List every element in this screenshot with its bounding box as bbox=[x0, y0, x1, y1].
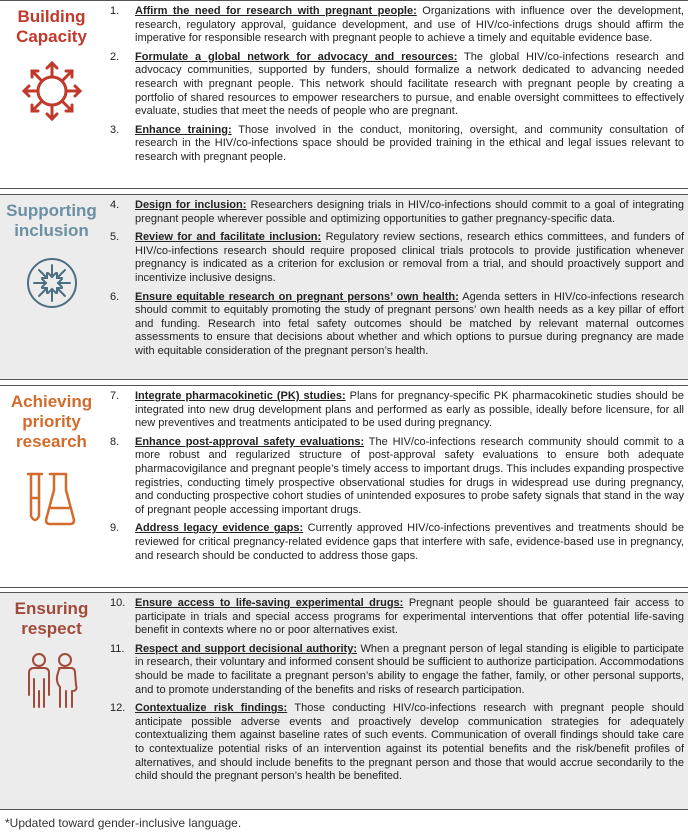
recommendation-item: 9. Address legacy evidence gaps: Currently approved HIV/co-infections preventives and treatments should be reviewed for critical pregnancy-related evidence gaps that interfere with safe, evidence-based use in pregnancy, and research should be conducted to address those gaps. bbox=[110, 522, 684, 562]
recommendation-item: 3. Enhance training: Those involved in the conduct, monitoring, oversight, and community consultation of research in the HIV/co-infections space should be provided training in the ethical and legal issues relevant to research with pregnant people. bbox=[110, 123, 684, 163]
section-label bbox=[0, 195, 103, 379]
footnote: *Updated toward gender-inclusive language. bbox=[5, 816, 242, 830]
recommendation-item: 2. Formulate a global network for advocacy and resources: The global HIV/co-infections research and advocacy communities, supported by funders, should formalize a network dedicated to advancing needed research with pregnant people. This network should facilitate research with pregnant people by creating a portfolio of shared resources to empower researchers to pursue, and enable oversight committees to effectively evaluate, studies that meet the needs of people who are pregnant. bbox=[110, 50, 684, 118]
recommendation-item: 5. Review for and facilitate inclusion: Regulatory review sections, research ethics committees, and funders of HIV/co-infections research should require proposed clinical trials protocols to provide justification whenever pregnancy is indicated as a criterion for exclusion or removal from a trial, and should proactively support and incentivize inclusive designs. bbox=[110, 231, 684, 284]
recommendation-item: 12. Contextualize risk findings: Those conducting HIV/co-infections research with pregnant people should anticipate possible adverse events and proactively develop communication strategies for adequately contextualizing them against baseline rates of such events. Communication of overall findings should take care to contextualize potential risks of an intervention against its potential benefits and the risk/benefit profiles of alternatives, and should include benefits to the pregnant person and those that would accrue secondarily to the child should the pregnant person’s health be benefited. bbox=[110, 702, 685, 783]
section-title: Supporting inclusion bbox=[6, 201, 97, 240]
people-icon bbox=[0, 651, 103, 714]
recommendation-item: 8. Enhance post-approval safety evaluations: The HIV/co-infections research community should commit to a more robust and regularized structure of post-approval safety evaluations to ensure both adequate pharmacovigilance and pregnant people’s timely access to important drugs. This includes expanding prospective registries, conducting timely prospective observational studies for drugs in widespread use during pregnancy, and conducting prospective cohort studies of unintended exposures to probe safety signals that stand in the way of pregnant people accessing important drugs. bbox=[110, 435, 684, 516]
section-label bbox=[0, 1, 103, 188]
expanding-arrows-icon bbox=[0, 59, 103, 128]
recommendation-item: 11. Respect and support decisional authority: When a pregnant person of legal standing is eligible to participate in research, their voluntary and informed consent should be sufficient to authorize participation. Accommodations should be made to facilitate a pregnant person’s ability to engage the father, family, or other personal supports, and to promote understanding of the benefits and risks of research participation. bbox=[110, 642, 684, 696]
section-supporting-inclusion bbox=[0, 194, 688, 380]
section-achieving-priority-research bbox=[0, 385, 688, 588]
section-title: Achieving priority research bbox=[10, 392, 93, 451]
recommendation-list bbox=[104, 199, 684, 364]
recommendation-item: 10. Ensure access to life-saving experimental drugs: Pregnant people should be guaranteed fair access to participate in trials and special access programs for experimental interventions that offer potential life-saving benefit in contexts where no or poor alternatives exist. bbox=[110, 597, 684, 637]
recommendation-item: 4. Design for inclusion: Researchers designing trials in HIV/co-infections should commit to a goal of integrating pregnant people wherever possible and optimizing opportunities to gather pregnancy-specific data. bbox=[110, 199, 684, 225]
converging-arrows-icon bbox=[0, 255, 103, 316]
section-ensuring-respect bbox=[0, 592, 688, 810]
section-title: Building Capacity bbox=[16, 7, 87, 46]
section-label bbox=[0, 593, 103, 809]
section-label bbox=[0, 386, 103, 587]
recommendation-list bbox=[104, 390, 684, 568]
section-title: Ensuring respect bbox=[14, 599, 89, 638]
recommendation-list bbox=[104, 597, 684, 789]
recommendation-list bbox=[104, 5, 684, 170]
recommendation-item: 1. Affirm the need for research with pregnant people: Organizations with influence over the development, research, regulatory approval, guidance development, and use of HIV/co-infections drugs should affirm the imperative for responsible research with pregnant people to achieve a timely and equitable evidence base. bbox=[110, 5, 684, 45]
recommendation-item: 7. Integrate pharmacokinetic (PK) studies: Plans for pregnancy-specific PK pharmacokinetic studies should be integrated into new drug development plans and performed as early as possible, ideally before licensure, for all new preventives and treatments anticipated to be used during pregnancy. bbox=[110, 390, 684, 430]
lab-flasks-icon bbox=[0, 468, 103, 533]
recommendation-item: 6. Ensure equitable research on pregnant persons’ own health: Agenda setters in HIV/co-infections research should commit to equitably promoting the study of pregnant persons’ own health needs as a key pillar of effort and funding. Research into fetal safety outcomes should be matched by relevant maternal outcomes assessments to ensure that decisions about whether and which options to pursue during pregnancy are made with equitable consideration of the pregnant person’s health. bbox=[110, 290, 684, 357]
section-building-capacity bbox=[0, 0, 688, 189]
